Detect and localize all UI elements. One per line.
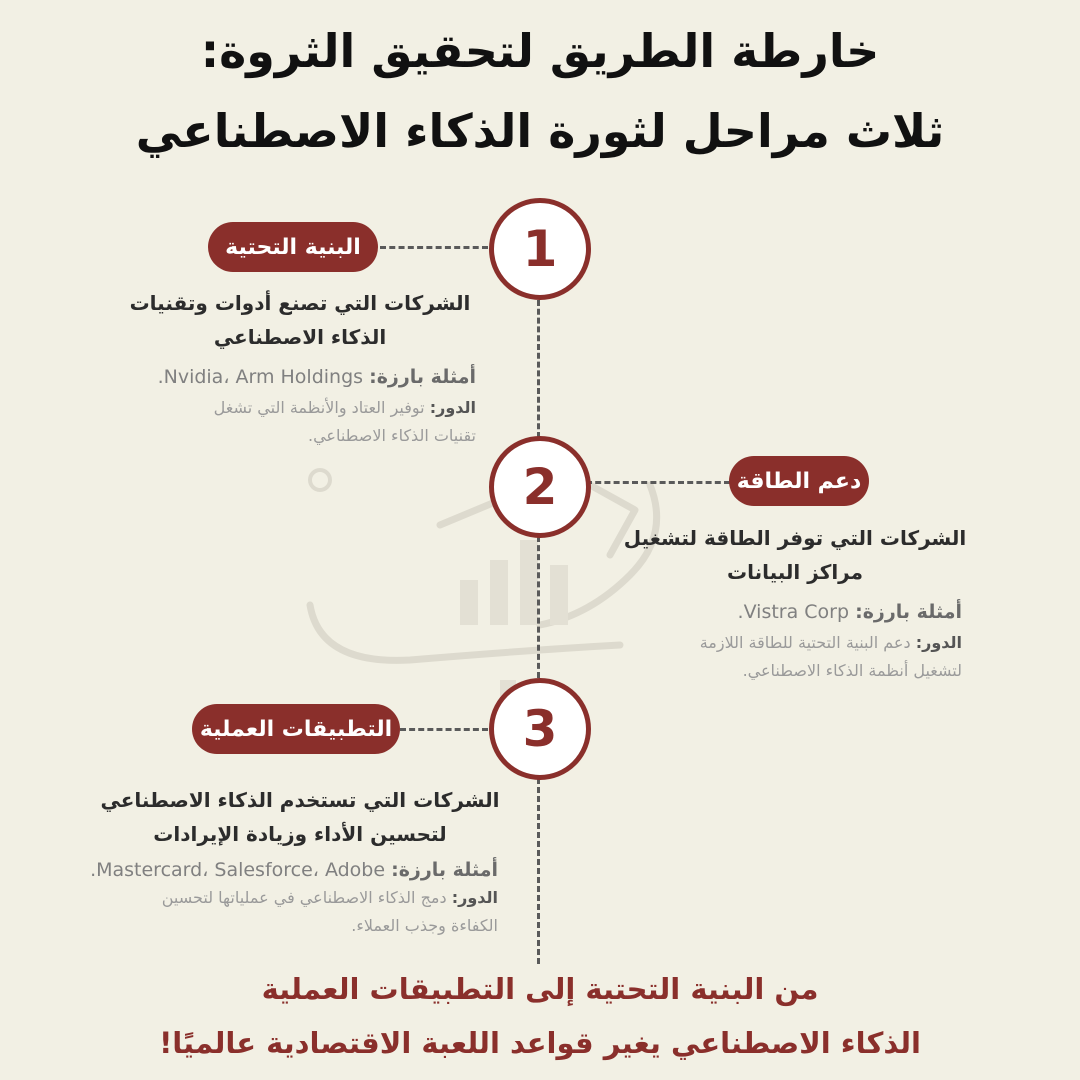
stage-1-description: الشركات التي تصنع أدوات وتقنيات الذكاء الاصطناعي bbox=[129, 291, 471, 349]
footer-line2: الذكاء الاصطناعي يغير قواعد اللعبة الاقتصادية عالميًا! bbox=[159, 1026, 921, 1060]
stage-2-connector bbox=[586, 481, 730, 484]
stage-2-number-circle: 2 bbox=[489, 436, 591, 538]
page-title-line1: خارطة الطريق لتحقيق الثروة: bbox=[200, 24, 880, 78]
stage-3-description: الشركات التي تستخدم الذكاء الاصطناعي لتحسين الأداء وزيادة الإيرادات bbox=[100, 788, 500, 846]
stage-1-number-circle: 1 bbox=[489, 198, 591, 300]
stage-3-examples: أمثلة بارزة: Mastercard، Salesforce، Adobe. bbox=[90, 859, 498, 881]
timeline-spine-segment bbox=[537, 300, 540, 438]
stage-1-role: الدور: توفير العتاد والأنظمة التي تشغل تقنيات الذكاء الاصطناعي. bbox=[213, 398, 476, 445]
stage-2-role: الدور: دعم البنية التحتية للطاقة اللازمة لتشغيل أنظمة الذكاء الاصطناعي. bbox=[699, 633, 962, 680]
footer-line1: من البنية التحتية إلى التطبيقات العملية bbox=[261, 972, 819, 1006]
timeline-spine-segment bbox=[537, 536, 540, 678]
stage-3-role: الدور: دمج الذكاء الاصطناعي في عملياتها لتحسين الكفاءة وجذب العملاء. bbox=[161, 888, 498, 935]
stage-1-connector bbox=[380, 246, 488, 249]
stage-3-connector bbox=[400, 728, 488, 731]
timeline-spine-segment bbox=[537, 778, 540, 964]
stage-2-label: دعم الطاقة bbox=[729, 456, 869, 506]
stage-3-number-circle: 3 bbox=[489, 678, 591, 780]
stage-2-examples: أمثلة بارزة: Vistra Corp. bbox=[737, 601, 962, 623]
stage-3-label: التطبيقات العملية bbox=[192, 704, 400, 754]
stage-2-description: الشركات التي توفر الطاقة لتشغيل مراكز البيانات bbox=[623, 526, 967, 584]
stage-1-label: البنية التحتية bbox=[208, 222, 378, 272]
stage-1-examples: أمثلة بارزة: Nvidia، Arm Holdings. bbox=[157, 366, 476, 388]
page-title-line2: ثلاث مراحل لثورة الذكاء الاصطناعي bbox=[135, 104, 945, 158]
